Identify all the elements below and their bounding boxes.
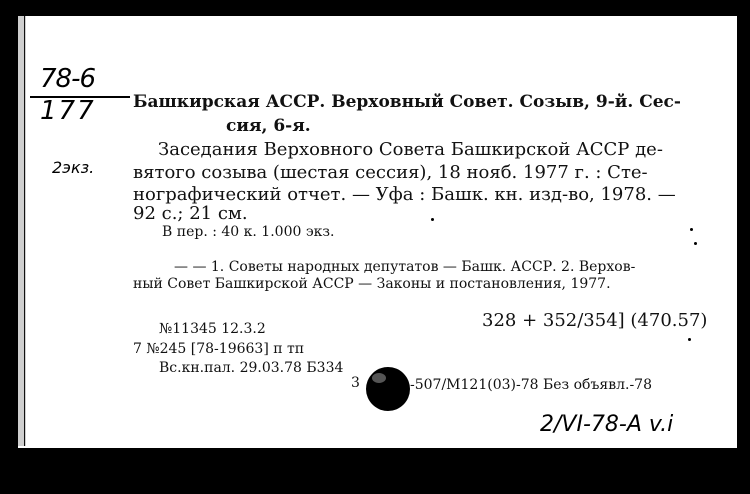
- copies-note: 2экз.: [52, 158, 95, 177]
- card-edge-line: [24, 16, 25, 446]
- catalog-heading-line2: сия, 6-я.: [226, 116, 311, 136]
- subjects-line-1: — — 1. Советы народных депутатов — Башк. АССР. 2. Верхов-: [174, 259, 636, 275]
- call-number-top: 78-6: [40, 64, 96, 94]
- scan-border-top: [0, 0, 750, 16]
- scan-speck: [690, 228, 693, 231]
- scan-border-bottom: [0, 448, 750, 494]
- scan-speck: [694, 242, 697, 245]
- footer-code: -507/М121(03)-78 Без объявл.-78: [410, 377, 652, 393]
- footer-index: 3: [351, 375, 360, 391]
- subjects-line-2: ный Совет Башкирской АССР — Законы и постановления, 1977.: [133, 276, 611, 292]
- record-line-1: №11345 12.3.2: [159, 321, 266, 337]
- catalog-heading-line1: Башкирская АССР. Верховный Совет. Созыв, 9-й. Сес-: [133, 92, 681, 112]
- ink-stamp-highlight: [372, 373, 386, 383]
- title-line-3: нографический отчет. — Уфа : Башк. кн. изд-во, 1978. —: [133, 184, 676, 205]
- classification-code: 328 + 352/354] (470.57): [482, 310, 708, 331]
- call-number-bottom: 177: [40, 96, 96, 126]
- record-line-2: 7 №245 [78-19663] п тп: [133, 341, 305, 357]
- scan-border-right: [737, 0, 750, 494]
- handwritten-signature: 2/VI-78-А v.i: [540, 412, 674, 437]
- price-line: В пер. : 40 к. 1.000 экз.: [162, 224, 335, 240]
- record-line-3: Вс.кн.пал. 29.03.78 Б334: [159, 360, 344, 376]
- title-line-2: вятого созыва (шестая сессия), 18 нояб. 1977 г. : Сте-: [133, 162, 648, 183]
- title-line-1: Заседания Верховного Совета Башкирской АССР де-: [158, 139, 663, 160]
- scan-speck: [431, 218, 434, 221]
- title-line-4: 92 с.; 21 см.: [133, 203, 248, 224]
- scan-speck: [688, 338, 691, 341]
- ink-stamp-circle: [366, 367, 410, 411]
- scan-border-left: [0, 0, 18, 494]
